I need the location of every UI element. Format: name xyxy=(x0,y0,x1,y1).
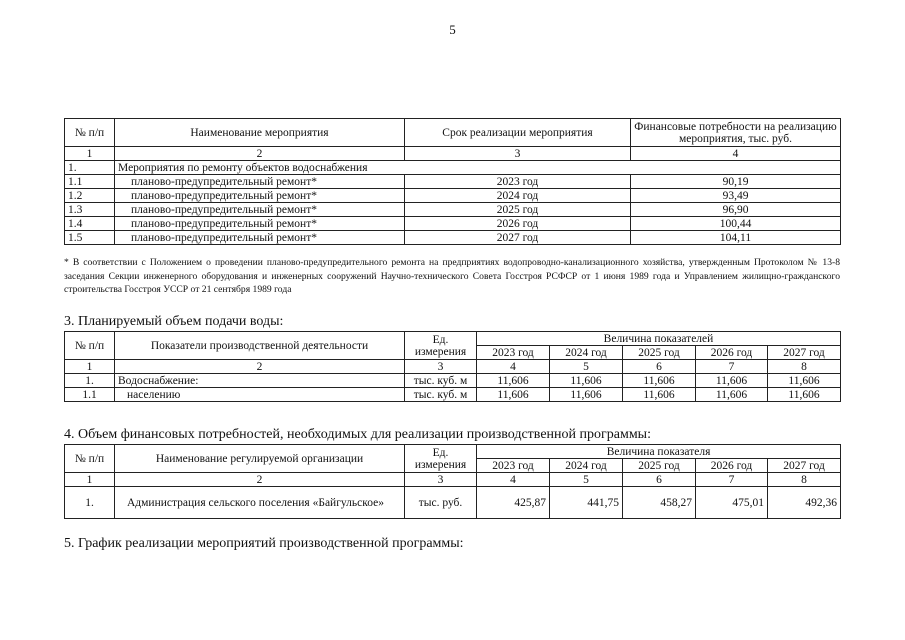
row-num: 1.2 xyxy=(65,189,115,203)
row-value: 104,11 xyxy=(631,231,841,245)
table-row xyxy=(65,388,841,402)
col-number: 8 xyxy=(768,360,841,374)
table-header-row xyxy=(65,119,841,147)
row-value: 492,36 xyxy=(768,487,841,519)
header-unit: Ед. измерения xyxy=(405,332,477,360)
row-value: 11,606 xyxy=(477,374,550,388)
header-year: 2027 год xyxy=(768,459,841,473)
header-values: Величина показателя xyxy=(477,445,841,459)
table-row xyxy=(65,487,841,519)
row-value: 93,49 xyxy=(631,189,841,203)
header-year: 2023 год xyxy=(477,346,550,360)
header-year: 2026 год xyxy=(696,459,768,473)
row-value: 11,606 xyxy=(623,388,696,402)
row-num: 1. xyxy=(65,487,115,519)
header-indicator-name: Показатели производственной деятельности xyxy=(115,332,405,360)
col-number: 4 xyxy=(477,473,550,487)
header-year: 2024 год xyxy=(550,459,623,473)
row-num: 1.4 xyxy=(65,217,115,231)
col-number: 7 xyxy=(696,473,768,487)
header-measure-name: Наименование мероприятия xyxy=(115,119,405,147)
section-5-title: 5. График реализации мероприятий производственной программы: xyxy=(64,536,464,551)
header-term: Срок реализации мероприятия xyxy=(405,119,631,147)
row-value: 425,87 xyxy=(477,487,550,519)
col-number: 6 xyxy=(623,473,696,487)
table-header-row xyxy=(65,445,841,459)
section-3-title: 3. Планируемый объем подачи воды: xyxy=(64,314,284,329)
row-num: 1.5 xyxy=(65,231,115,245)
row-value: 11,606 xyxy=(696,388,768,402)
header-year: 2027 год xyxy=(768,346,841,360)
col-number: 1 xyxy=(65,473,115,487)
header-year: 2023 год xyxy=(477,459,550,473)
row-value: 100,44 xyxy=(631,217,841,231)
section-4-title: 4. Объем финансовых потребностей, необходимых для реализации производственной программы: xyxy=(64,427,651,442)
row-name: планово-предупредительный ремонт* xyxy=(115,231,405,245)
row-num: 1. xyxy=(65,161,115,175)
row-num: 1.3 xyxy=(65,203,115,217)
row-value: 11,606 xyxy=(768,388,841,402)
group-row xyxy=(65,161,841,175)
row-name: планово-предупредительный ремонт* xyxy=(115,175,405,189)
row-value: 11,606 xyxy=(550,374,623,388)
table-row xyxy=(65,189,841,203)
col-number: 3 xyxy=(405,147,631,161)
row-value: 90,19 xyxy=(631,175,841,189)
row-name: Администрация сельского поселения «Байгульское» xyxy=(115,487,405,519)
financial-needs-table xyxy=(64,444,841,519)
page-number: 5 xyxy=(449,22,456,37)
row-num: 1. xyxy=(65,374,115,388)
header-year: 2024 год xyxy=(550,346,623,360)
row-num: 1.1 xyxy=(65,175,115,189)
row-term: 2024 год xyxy=(405,189,631,203)
col-number: 8 xyxy=(768,473,841,487)
col-number: 6 xyxy=(623,360,696,374)
row-name: планово-предупредительный ремонт* xyxy=(115,189,405,203)
col-number: 2 xyxy=(115,147,405,161)
header-num: № п/п xyxy=(65,119,115,147)
water-supply-table xyxy=(64,331,841,402)
col-number: 5 xyxy=(550,360,623,374)
table-row xyxy=(65,217,841,231)
col-number: 3 xyxy=(405,360,477,374)
header-num: № п/п xyxy=(65,445,115,473)
repair-measures-table xyxy=(64,118,841,245)
row-value: 96,90 xyxy=(631,203,841,217)
header-year: 2025 год xyxy=(623,459,696,473)
header-organization-name: Наименование регулируемой организации xyxy=(115,445,405,473)
col-number: 1 xyxy=(65,360,115,374)
col-number: 3 xyxy=(405,473,477,487)
row-term: 2027 год xyxy=(405,231,631,245)
row-value: 11,606 xyxy=(550,388,623,402)
column-number-row xyxy=(65,473,841,487)
row-name: Водоснабжение: xyxy=(115,374,405,388)
table-row xyxy=(65,231,841,245)
row-name: населению xyxy=(115,388,405,402)
table-row xyxy=(65,203,841,217)
header-values: Величина показателей xyxy=(477,332,841,346)
col-number: 2 xyxy=(115,473,405,487)
row-term: 2023 год xyxy=(405,175,631,189)
row-value: 475,01 xyxy=(696,487,768,519)
col-number: 4 xyxy=(631,147,841,161)
row-term: 2025 год xyxy=(405,203,631,217)
row-value: 11,606 xyxy=(696,374,768,388)
col-number: 5 xyxy=(550,473,623,487)
row-unit: тыс. куб. м xyxy=(405,388,477,402)
col-number: 7 xyxy=(696,360,768,374)
col-number: 4 xyxy=(477,360,550,374)
column-number-row xyxy=(65,360,841,374)
row-value: 11,606 xyxy=(477,388,550,402)
footnote: * В соответствии с Положением о проведении планово-предупредительного ремонта на предприятиях водопроводно-канализационного хозяйства, утвержденным Протоколом № 13-8 заседания Секции инженерного оборудования и инженерных сооружений Научно-технического Совета Госстроя РСФСР от 1 июня 1989 года и Управлением жилищно-гражданского строительства Госстроя УССР от 21 сентября 1989 года xyxy=(64,257,840,295)
col-number: 1 xyxy=(65,147,115,161)
row-value: 441,75 xyxy=(550,487,623,519)
row-unit: тыс. куб. м xyxy=(405,374,477,388)
col-number: 2 xyxy=(115,360,405,374)
row-value: 11,606 xyxy=(768,374,841,388)
row-name: планово-предупредительный ремонт* xyxy=(115,217,405,231)
table-row xyxy=(65,175,841,189)
row-unit: тыс. руб. xyxy=(405,487,477,519)
header-financial-needs: Финансовые потребности на реализацию мероприятия, тыс. руб. xyxy=(631,119,841,147)
header-year: 2025 год xyxy=(623,346,696,360)
row-num: 1.1 xyxy=(65,388,115,402)
row-term: 2026 год xyxy=(405,217,631,231)
row-value: 11,606 xyxy=(623,374,696,388)
row-name: планово-предупредительный ремонт* xyxy=(115,203,405,217)
column-number-row xyxy=(65,147,841,161)
table-header-row xyxy=(65,332,841,346)
header-year: 2026 год xyxy=(696,346,768,360)
group-title: Мероприятия по ремонту объектов водоснабжения xyxy=(115,161,841,175)
header-num: № п/п xyxy=(65,332,115,360)
table-row xyxy=(65,374,841,388)
header-unit: Ед. измерения xyxy=(405,445,477,473)
row-value: 458,27 xyxy=(623,487,696,519)
